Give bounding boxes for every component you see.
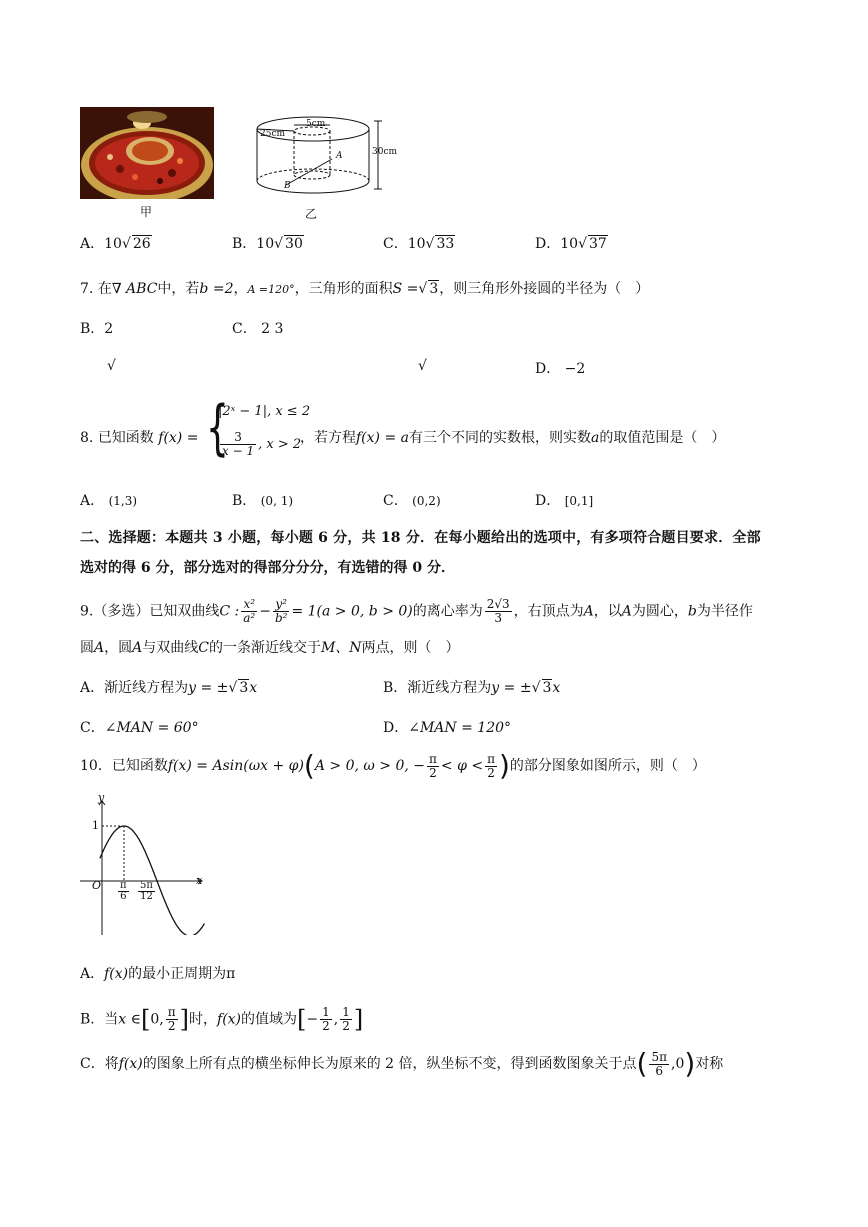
graph-tick-pi-6: $\frac{\pi}{6}$	[120, 880, 127, 902]
sine-graph	[80, 795, 210, 935]
q6-option-a: A．10√ 26	[80, 236, 151, 252]
q8-case-1: |2ˣ − 1|, x ≤ 2	[218, 404, 311, 419]
section2-heading-line1: 二、选择题：本题共 3 小题，每小题 6 分，共 18 分．在每小题给出的选项中，有多项符合题目要求．全部	[80, 530, 761, 546]
yi-label-b: B	[284, 181, 291, 191]
graph-origin: O	[92, 879, 102, 892]
q7-option-b: B．2	[80, 321, 114, 337]
q7-stem: 7. 在∇ ABC中，若b =2，A =120°，三角形的面积S =√ 3，则三角形外接圆的半径为（ ）	[80, 281, 650, 297]
q10-option-a: A．f(x)的最小正周期为π	[80, 966, 236, 982]
q9-stem-line1: 9.（多选）已知双曲线C : $\frac{\text{x²}}{\text{a²}}$ − $\frac{\text{y²}}{\text{b²}}$ = 1(a > 0, b > 0)的离心率为 $\frac{2√3}{3}$ ，右顶点为A，以A为圆心，b为半径作	[80, 597, 753, 625]
q7-sqrt-mark-2: √	[418, 358, 427, 374]
q8-option-c: C． (0,2)	[383, 493, 441, 509]
graph-y-label: y	[98, 791, 105, 804]
q8-option-b: B． (0, 1)	[232, 493, 294, 509]
figure-jia-caption: 甲	[140, 205, 153, 219]
section2-heading-line2: 选对的得 6 分，部分选对的得部分分分，有选错的得 0 分．	[80, 560, 455, 576]
q8-stem-right: ，若方程f(x) = a有三个不同的实数根，则实数a的取值范围是（ ）	[300, 430, 726, 446]
q8-stem-left: 8. 已知函数 f(x) =	[80, 430, 199, 446]
figure-yi-caption: 乙	[305, 207, 318, 221]
q8-option-d: D． [0,1]	[535, 493, 594, 509]
q10-option-c: C．将f(x)的图象上所有点的横坐标伸长为原来的 2 倍，纵坐标不变，得到函数图象关于点( $\frac{5\pi}{6}$ ,0)对称	[80, 1047, 724, 1080]
graph-x-label: x	[196, 874, 203, 887]
q6-option-b: B．10√ 30	[232, 236, 303, 252]
q8-brace: {	[206, 393, 229, 463]
q6-option-c: C．10√ 33	[383, 236, 455, 252]
q9-option-c: C．∠MAN = 60°	[80, 720, 199, 736]
graph-one: 1	[92, 819, 99, 832]
q8-option-a: A． (1,3)	[80, 493, 138, 509]
q10-graph	[80, 791, 210, 935]
figure-jia-photo	[80, 107, 214, 199]
q9-option-b: B．渐近线方程为y = ±√ 3x	[383, 680, 561, 696]
q7-option-d: D． −2	[535, 361, 586, 377]
yi-label-30cm: 30cm	[372, 147, 398, 157]
q9-stem-line2: 圆A，圆A与双曲线C的一条渐近线交于M、N两点，则（ ）	[80, 640, 460, 656]
q7-sqrt-mark-1: √	[107, 358, 116, 374]
q10-stem: 10．已知函数f(x) = Asin(ωx + φ)(A > 0, ω > 0, − $\frac{\pi}{2}$ < φ < $\frac{\pi}{2}$ )的部分图象如图所示，则（ ）	[80, 749, 706, 782]
q9-option-d: D．∠MAN = 120°	[383, 720, 512, 736]
q10-option-b: B．当x ∈[0, $\frac{\pi}{2}$ ]时，f(x)的值域为[− $\frac{1}{2}$ , $\frac{1}{2}$ ]	[80, 1005, 364, 1034]
q9-option-a: A．渐近线方程为y = ±√ 3x	[80, 680, 258, 696]
q7-option-c: C． 2 3	[232, 321, 284, 337]
figure-yi-cylinder	[248, 105, 408, 201]
yi-label-a: A	[336, 151, 343, 161]
q8-case-2: $\frac{3}{x - 1}$ , x > 2	[222, 430, 302, 458]
yi-label-5cm: 5cm	[306, 119, 326, 129]
graph-tick-5pi-12: $\frac{5\pi}{12}$	[140, 880, 153, 902]
q6-option-d: D．10√ 37	[535, 236, 607, 252]
yi-label-25cm: 25cm	[260, 129, 286, 139]
hotpot-photo	[80, 107, 214, 199]
